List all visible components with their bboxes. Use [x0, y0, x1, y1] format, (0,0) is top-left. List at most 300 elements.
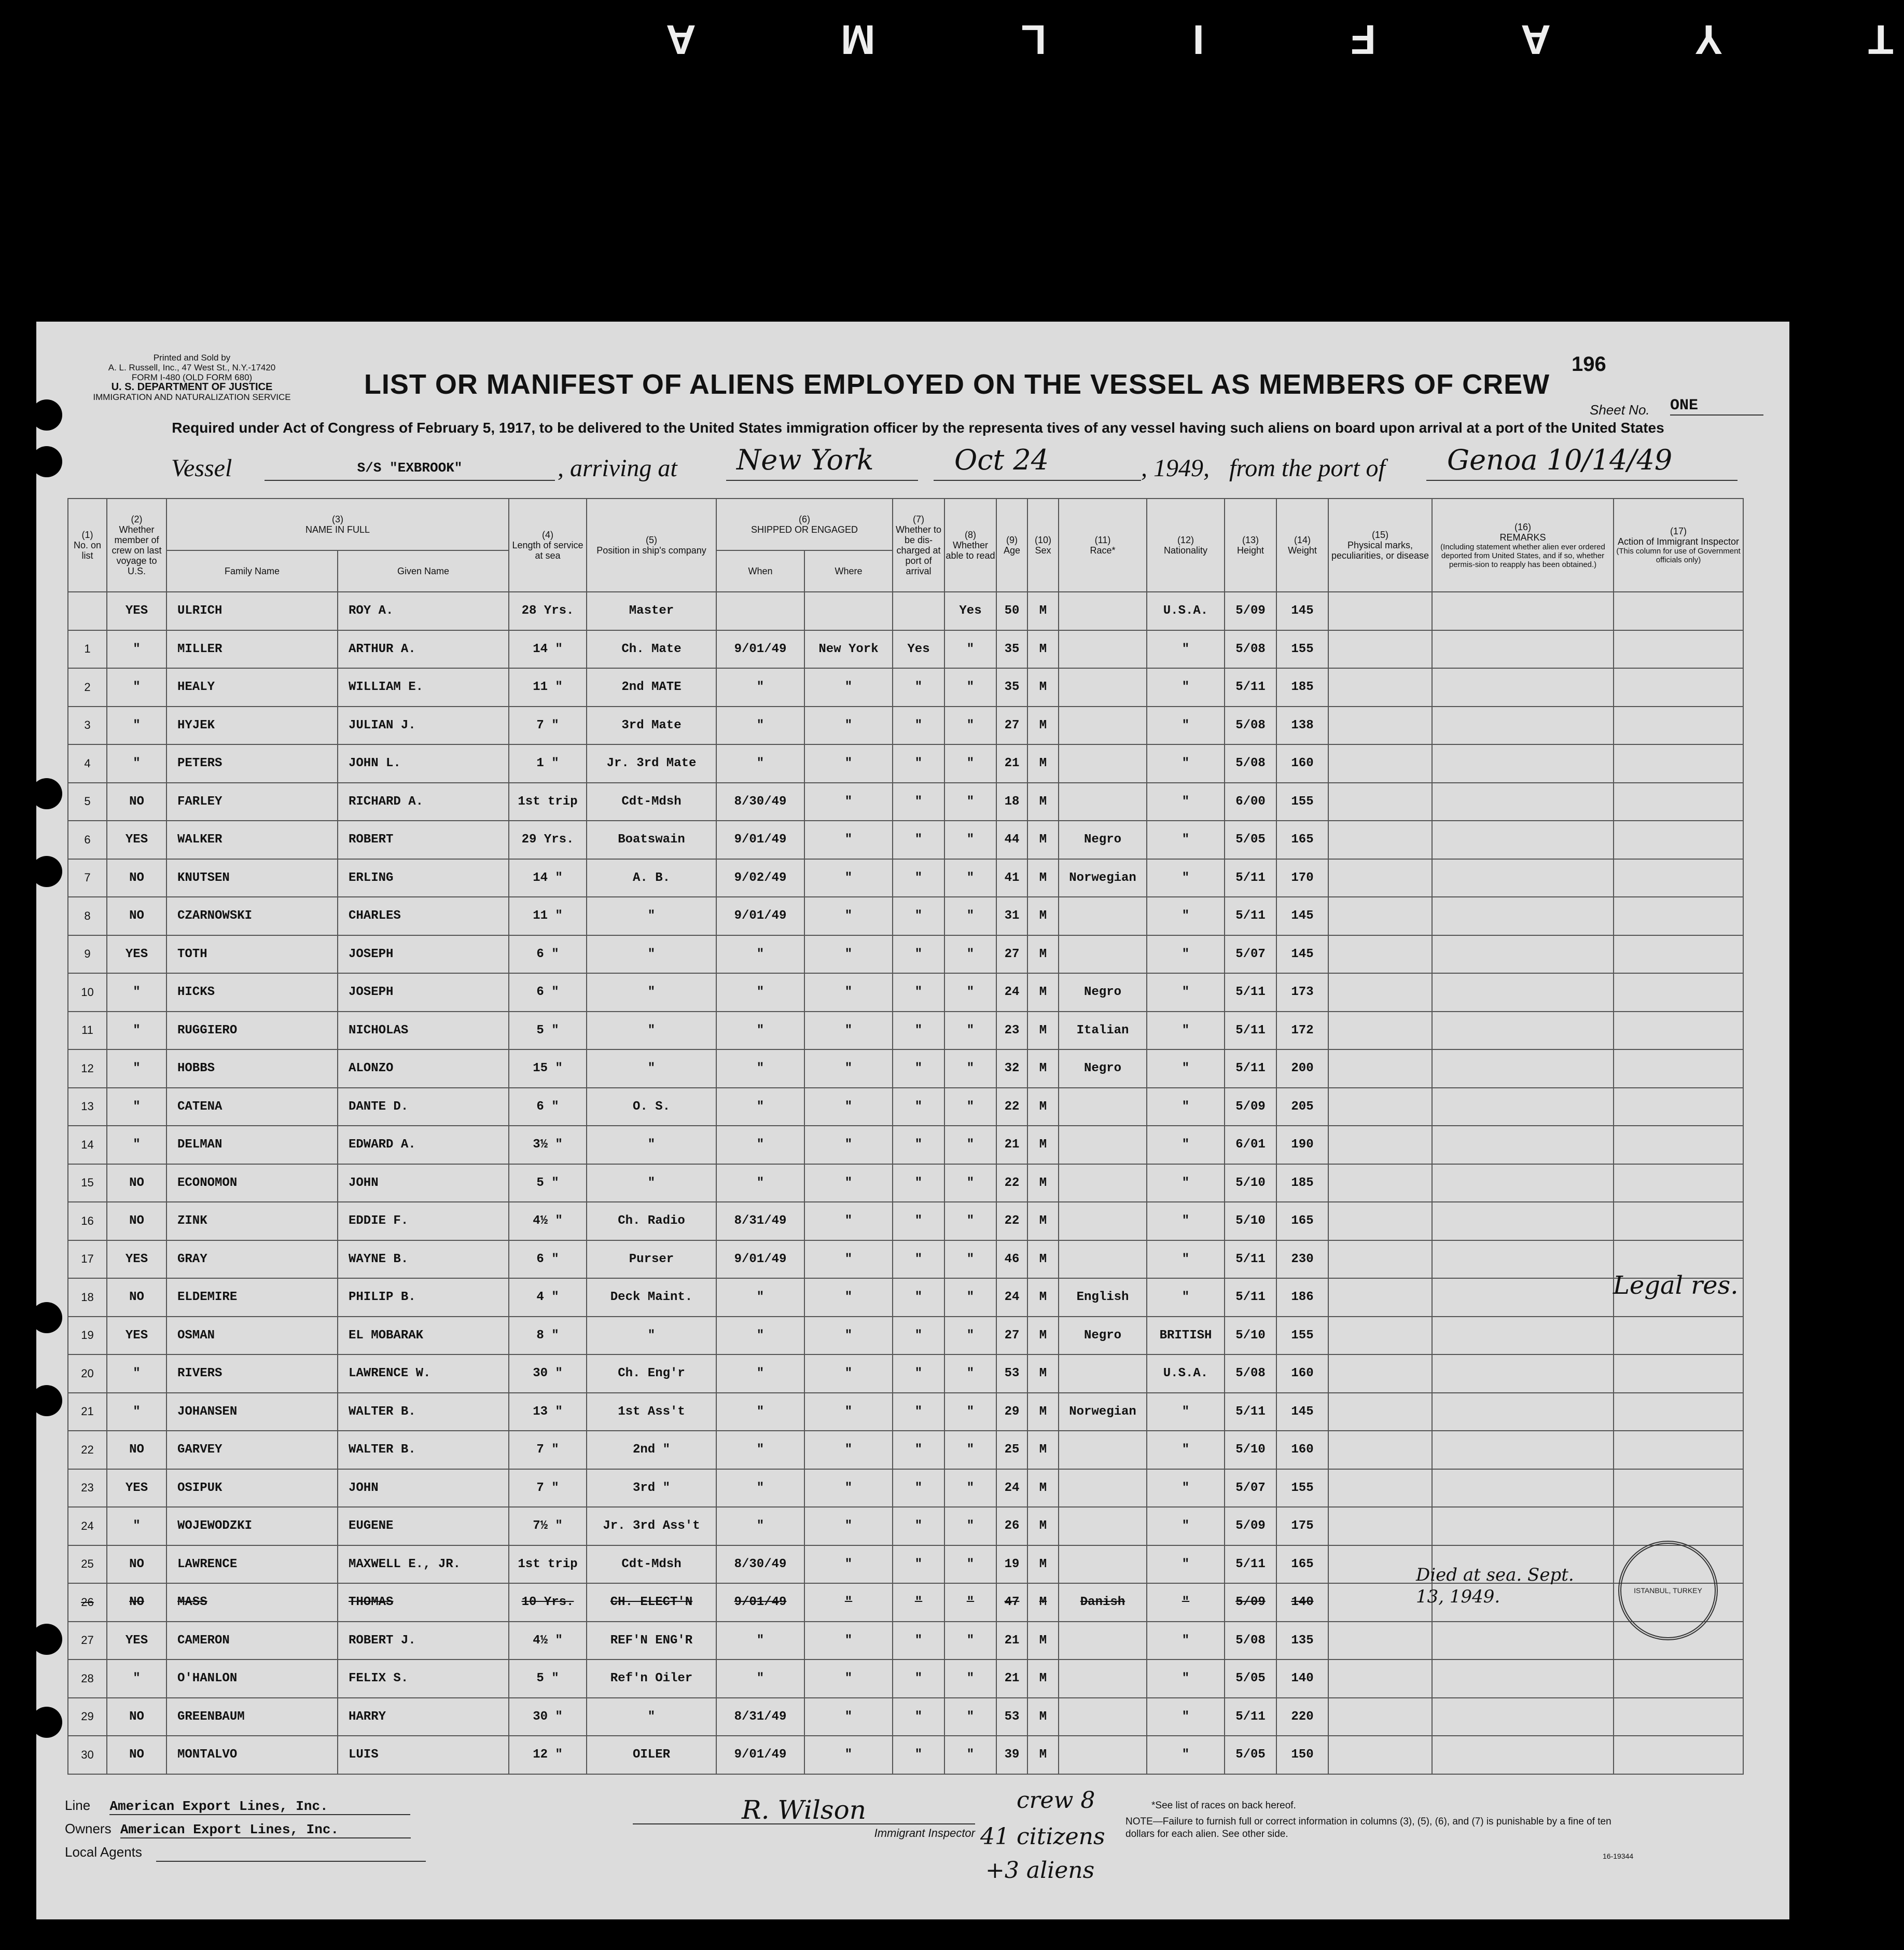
- length-of-service: 4 ": [509, 1278, 587, 1317]
- discharged: ": [893, 1507, 944, 1545]
- discharged: ": [893, 897, 944, 935]
- physical-marks: [1328, 1659, 1432, 1698]
- physical-marks: [1328, 1354, 1432, 1393]
- family-name: CAMERON: [166, 1622, 338, 1660]
- inspector-action: [1614, 1659, 1743, 1698]
- given-name: JULIAN J.: [338, 707, 509, 745]
- shipped-when: 8/31/49: [716, 1698, 804, 1736]
- nationality: ": [1147, 1431, 1225, 1469]
- header-physical-marks: (15) Physical marks, peculiarities, or disease: [1328, 499, 1432, 592]
- given-name: RICHARD A.: [338, 783, 509, 821]
- remarks: [1432, 592, 1614, 630]
- length-of-service: 5 ": [509, 1012, 587, 1050]
- previous-voyage: YES: [107, 821, 166, 859]
- shipped-when: ": [716, 1393, 804, 1431]
- given-name: FELIX S.: [338, 1659, 509, 1698]
- previous-voyage: ": [107, 1088, 166, 1126]
- header-when: When: [716, 550, 804, 592]
- given-name: MAXWELL E., JR.: [338, 1545, 509, 1584]
- physical-marks: [1328, 897, 1432, 935]
- given-name: NICHOLAS: [338, 1012, 509, 1050]
- weight: 160: [1276, 1354, 1328, 1393]
- able-to-read: ": [944, 1469, 996, 1508]
- position: Jr. 3rd Ass't: [587, 1507, 716, 1545]
- remarks: [1432, 1240, 1614, 1279]
- remarks: [1432, 821, 1614, 859]
- table-row: [68, 897, 1743, 935]
- race: Norwegian: [1059, 1393, 1147, 1431]
- row-number: 2: [68, 668, 107, 707]
- row-number: 19: [68, 1317, 107, 1355]
- shipped-where: ": [804, 1469, 893, 1508]
- height: 5/11: [1225, 1240, 1276, 1279]
- remarks: [1432, 1659, 1614, 1698]
- remarks: [1432, 1317, 1614, 1355]
- able-to-read: ": [944, 1202, 996, 1240]
- height: 5/11: [1225, 973, 1276, 1012]
- weight: 145: [1276, 897, 1328, 935]
- age: 21: [996, 744, 1027, 783]
- able-to-read: ": [944, 859, 996, 897]
- sheet-label: Sheet No.: [1590, 402, 1650, 418]
- age: 35: [996, 630, 1027, 669]
- weight: 160: [1276, 744, 1328, 783]
- age: 21: [996, 1622, 1027, 1660]
- position: ": [587, 973, 716, 1012]
- discharged: ": [893, 973, 944, 1012]
- race: [1059, 1659, 1147, 1698]
- weight: 186: [1276, 1278, 1328, 1317]
- footer-owners: [65, 1821, 411, 1838]
- given-name: EDDIE F.: [338, 1202, 509, 1240]
- length-of-service: 5 ": [509, 1164, 587, 1202]
- discharged: ": [893, 1354, 944, 1393]
- shipped-when: ": [716, 744, 804, 783]
- shipped-where: ": [804, 1659, 893, 1698]
- physical-marks: [1328, 630, 1432, 669]
- age: 27: [996, 707, 1027, 745]
- table-row: [68, 973, 1743, 1012]
- race: [1059, 1088, 1147, 1126]
- weight: 185: [1276, 668, 1328, 707]
- height: 5/10: [1225, 1317, 1276, 1355]
- header-inspector-action: (17) Action of Immigrant Inspector (This column for use of Government officials only): [1614, 499, 1743, 592]
- owners-label: Owners: [65, 1821, 112, 1836]
- age: 25: [996, 1431, 1027, 1469]
- inspector-action: [1614, 821, 1743, 859]
- shipped-where: ": [804, 744, 893, 783]
- header-shipped-or-engaged: (6) SHIPPED OR ENGAGED: [716, 499, 893, 550]
- weight: 145: [1276, 1393, 1328, 1431]
- height: 5/08: [1225, 1622, 1276, 1660]
- given-name: EL MOBARAK: [338, 1317, 509, 1355]
- given-name: JOSEPH: [338, 935, 509, 974]
- row-number: 8: [68, 897, 107, 935]
- agents-value: [156, 1845, 426, 1862]
- shipped-where: ": [804, 1240, 893, 1279]
- race: [1059, 935, 1147, 974]
- able-to-read: ": [944, 821, 996, 859]
- shipped-when: 9/01/49: [716, 1240, 804, 1279]
- weight: 155: [1276, 1317, 1328, 1355]
- shipped-where: ": [804, 668, 893, 707]
- race: [1059, 1240, 1147, 1279]
- physical-marks: [1328, 744, 1432, 783]
- row-number: 29: [68, 1698, 107, 1736]
- table-row: [68, 1012, 1743, 1050]
- nationality: U.S.A.: [1147, 1354, 1225, 1393]
- position: 3rd ": [587, 1469, 716, 1508]
- header-weight: (14) Weight: [1276, 499, 1328, 592]
- nationality: ": [1147, 1583, 1225, 1622]
- age: 21: [996, 1126, 1027, 1164]
- header-sex: (10) Sex: [1027, 499, 1059, 592]
- vessel-value: S/S "EXBROOK": [265, 454, 555, 481]
- shipped-when: 9/01/49: [716, 821, 804, 859]
- discharged: ": [893, 1088, 944, 1126]
- nationality: ": [1147, 897, 1225, 935]
- sex: M: [1027, 859, 1059, 897]
- punch-hole: [31, 1385, 62, 1416]
- table-row: [68, 1278, 1743, 1317]
- physical-marks: [1328, 1202, 1432, 1240]
- position: REF'N ENG'R: [587, 1622, 716, 1660]
- remarks: [1432, 1469, 1614, 1508]
- previous-voyage: NO: [107, 1736, 166, 1774]
- arriving-value: New York: [736, 444, 874, 476]
- table-row: [68, 1469, 1743, 1508]
- family-name: RIVERS: [166, 1354, 338, 1393]
- nationality: ": [1147, 1049, 1225, 1088]
- position: ": [587, 897, 716, 935]
- inspector-action: [1614, 783, 1743, 821]
- shipped-where: ": [804, 935, 893, 974]
- form-code: 16-19344: [1603, 1852, 1634, 1860]
- given-name: WALTER B.: [338, 1431, 509, 1469]
- physical-marks: [1328, 592, 1432, 630]
- previous-voyage: NO: [107, 1431, 166, 1469]
- remarks: [1432, 630, 1614, 669]
- header-given-name: Given Name: [338, 550, 509, 592]
- length-of-service: 5 ": [509, 1659, 587, 1698]
- discharged: ": [893, 1240, 944, 1279]
- previous-voyage: YES: [107, 1469, 166, 1508]
- vessel-label: Vessel: [171, 454, 232, 482]
- height: 5/11: [1225, 1278, 1276, 1317]
- length-of-service: 12 ": [509, 1736, 587, 1774]
- punch-hole: [31, 446, 62, 477]
- length-of-service: 4½ ": [509, 1202, 587, 1240]
- header-age: (9) Age: [996, 499, 1027, 592]
- sex: M: [1027, 1049, 1059, 1088]
- height: 5/09: [1225, 592, 1276, 630]
- row-number: 30: [68, 1736, 107, 1774]
- age: 21: [996, 1659, 1027, 1698]
- printer-line: IMMIGRATION AND NATURALIZATION SERVICE: [93, 392, 291, 402]
- discharged: ": [893, 1317, 944, 1355]
- footer-line: [65, 1797, 410, 1815]
- discharged: ": [893, 744, 944, 783]
- inspector-action: [1614, 897, 1743, 935]
- discharged: ": [893, 783, 944, 821]
- sex: M: [1027, 1202, 1059, 1240]
- age: 53: [996, 1354, 1027, 1393]
- inspector-action: [1614, 1507, 1743, 1545]
- position: ": [587, 1317, 716, 1355]
- weight: 220: [1276, 1698, 1328, 1736]
- header-race: (11) Race*: [1059, 499, 1147, 592]
- previous-voyage: ": [107, 1507, 166, 1545]
- footer-agents: [65, 1844, 426, 1862]
- given-name: HARRY: [338, 1698, 509, 1736]
- length-of-service: 1st trip: [509, 783, 587, 821]
- height: 5/11: [1225, 859, 1276, 897]
- sex: M: [1027, 1583, 1059, 1622]
- able-to-read: ": [944, 1545, 996, 1584]
- table-row: [68, 707, 1743, 745]
- shipped-when: 9/01/49: [716, 1583, 804, 1622]
- header-name-in-full: (3) NAME IN FULL: [166, 499, 509, 550]
- shipped-when: [716, 592, 804, 630]
- physical-marks: [1328, 821, 1432, 859]
- previous-voyage: YES: [107, 1622, 166, 1660]
- weight: 190: [1276, 1126, 1328, 1164]
- legal-residence-note: Legal res.: [1613, 1271, 1739, 1300]
- shipped-when: ": [716, 1431, 804, 1469]
- nationality: ": [1147, 1622, 1225, 1660]
- shipped-when: 8/31/49: [716, 1202, 804, 1240]
- family-name: MILLER: [166, 630, 338, 669]
- previous-voyage: ": [107, 744, 166, 783]
- nationality: ": [1147, 1659, 1225, 1698]
- header-family-name: Family Name: [166, 550, 338, 592]
- given-name: EUGENE: [338, 1507, 509, 1545]
- shipped-where: ": [804, 783, 893, 821]
- position: Master: [587, 592, 716, 630]
- race: [1059, 1469, 1147, 1508]
- discharged: ": [893, 1736, 944, 1774]
- sex: M: [1027, 821, 1059, 859]
- age: 19: [996, 1545, 1027, 1584]
- height: 5/11: [1225, 897, 1276, 935]
- row-number: 12: [68, 1049, 107, 1088]
- discharged: ": [893, 821, 944, 859]
- length-of-service: 6 ": [509, 973, 587, 1012]
- length-of-service: 11 ": [509, 668, 587, 707]
- previous-voyage: ": [107, 630, 166, 669]
- given-name: CHARLES: [338, 897, 509, 935]
- shipped-where: ": [804, 1507, 893, 1545]
- length-of-service: 7 ": [509, 1469, 587, 1508]
- discharged: ": [893, 1278, 944, 1317]
- shipped-where: ": [804, 1583, 893, 1622]
- table-row: [68, 821, 1743, 859]
- able-to-read: ": [944, 744, 996, 783]
- row-number: 16: [68, 1202, 107, 1240]
- nationality: ": [1147, 973, 1225, 1012]
- weight: 155: [1276, 630, 1328, 669]
- inspector-action: [1614, 1431, 1743, 1469]
- nationality: BRITISH: [1147, 1317, 1225, 1355]
- family-name: ZINK: [166, 1202, 338, 1240]
- weight: 205: [1276, 1088, 1328, 1126]
- previous-voyage: ": [107, 1049, 166, 1088]
- height: 5/10: [1225, 1431, 1276, 1469]
- sex: M: [1027, 1012, 1059, 1050]
- given-name: WALTER B.: [338, 1393, 509, 1431]
- position: O. S.: [587, 1088, 716, 1126]
- position: Purser: [587, 1240, 716, 1279]
- able-to-read: ": [944, 1431, 996, 1469]
- family-name: GREENBAUM: [166, 1698, 338, 1736]
- weight: 145: [1276, 935, 1328, 974]
- family-name: ELDEMIRE: [166, 1278, 338, 1317]
- table-row: [68, 1126, 1743, 1164]
- family-name: GARVEY: [166, 1431, 338, 1469]
- page-title: LIST OR MANIFEST OF ALIENS EMPLOYED ON THE VESSEL AS MEMBERS OF CREW: [364, 369, 1550, 400]
- family-name: CATENA: [166, 1088, 338, 1126]
- shipped-where: ": [804, 1202, 893, 1240]
- position: 3rd Mate: [587, 707, 716, 745]
- shipped-when: ": [716, 1507, 804, 1545]
- age: 24: [996, 1278, 1027, 1317]
- inspector-action: [1614, 1012, 1743, 1050]
- row-number: 7: [68, 859, 107, 897]
- able-to-read: ": [944, 1049, 996, 1088]
- discharged: ": [893, 1698, 944, 1736]
- shipped-where: ": [804, 1354, 893, 1393]
- shipped-when: 8/30/49: [716, 783, 804, 821]
- race: [1059, 744, 1147, 783]
- row-number: 22: [68, 1431, 107, 1469]
- nationality: ": [1147, 1278, 1225, 1317]
- shipped-when: ": [716, 1278, 804, 1317]
- header-previous-voyage: (2) Whether member of crew on last voyage to U.S.: [107, 499, 166, 592]
- row-number: 9: [68, 935, 107, 974]
- weight: 155: [1276, 783, 1328, 821]
- height: 5/05: [1225, 821, 1276, 859]
- shipped-when: 9/01/49: [716, 630, 804, 669]
- race: Negro: [1059, 821, 1147, 859]
- discharged: ": [893, 1545, 944, 1584]
- given-name: ROY A.: [338, 592, 509, 630]
- nationality: ": [1147, 783, 1225, 821]
- date-value: Oct 24: [954, 444, 1049, 476]
- shipped-where: ": [804, 1431, 893, 1469]
- shipped-when: ": [716, 1622, 804, 1660]
- inspector-action: [1614, 1126, 1743, 1164]
- punch-hole: [31, 778, 62, 809]
- position: Jr. 3rd Mate: [587, 744, 716, 783]
- race: [1059, 1354, 1147, 1393]
- position: ": [587, 1049, 716, 1088]
- shipped-where: ": [804, 1317, 893, 1355]
- length-of-service: 7 ": [509, 1431, 587, 1469]
- remarks: [1432, 1126, 1614, 1164]
- physical-marks: [1328, 1278, 1432, 1317]
- shipped-where: ": [804, 1278, 893, 1317]
- punch-hole: [31, 399, 62, 431]
- shipped-where: ": [804, 1049, 893, 1088]
- consular-seal: ISTANBUL, TURKEY: [1618, 1541, 1718, 1640]
- weight: 135: [1276, 1622, 1328, 1660]
- remarks: [1432, 1164, 1614, 1202]
- table-row: [68, 1698, 1743, 1736]
- sex: M: [1027, 1545, 1059, 1584]
- race: Danish: [1059, 1583, 1147, 1622]
- port-value: Genoa 10/14/49: [1447, 444, 1673, 476]
- position: ": [587, 1698, 716, 1736]
- length-of-service: 7½ ": [509, 1507, 587, 1545]
- remarks: [1432, 973, 1614, 1012]
- height: 5/11: [1225, 1012, 1276, 1050]
- able-to-read: ": [944, 1507, 996, 1545]
- shipped-when: ": [716, 1317, 804, 1355]
- weight: 140: [1276, 1583, 1328, 1622]
- sex: M: [1027, 1469, 1059, 1508]
- position: 1st Ass't: [587, 1393, 716, 1431]
- able-to-read: ": [944, 630, 996, 669]
- weight: 160: [1276, 1431, 1328, 1469]
- row-number: 1: [68, 630, 107, 669]
- age: 50: [996, 592, 1027, 630]
- table-row: [68, 935, 1743, 974]
- remarks: [1432, 1393, 1614, 1431]
- discharged: ": [893, 935, 944, 974]
- family-name: CZARNOWSKI: [166, 897, 338, 935]
- able-to-read: ": [944, 1622, 996, 1660]
- nationality: ": [1147, 1698, 1225, 1736]
- table-row: [68, 1088, 1743, 1126]
- header-no-on-list: (1) No. on list: [68, 499, 107, 592]
- discharged: ": [893, 1012, 944, 1050]
- shipped-where: ": [804, 1393, 893, 1431]
- remarks: [1432, 1698, 1614, 1736]
- race: [1059, 707, 1147, 745]
- height: 5/10: [1225, 1164, 1276, 1202]
- physical-marks: [1328, 1317, 1432, 1355]
- age: 24: [996, 973, 1027, 1012]
- shipped-where: ": [804, 1622, 893, 1660]
- weight: 165: [1276, 821, 1328, 859]
- year-value: , 1949,: [1141, 454, 1210, 482]
- given-name: ARTHUR A.: [338, 630, 509, 669]
- printer-line: FORM I-480 (OLD FORM 680): [131, 372, 253, 382]
- weight: 175: [1276, 1507, 1328, 1545]
- row-number: 21: [68, 1393, 107, 1431]
- tally-citizens: 41 citizens: [980, 1823, 1105, 1850]
- race: [1059, 897, 1147, 935]
- length-of-service: 30 ": [509, 1354, 587, 1393]
- position: ": [587, 1164, 716, 1202]
- race: Negro: [1059, 973, 1147, 1012]
- sex: M: [1027, 897, 1059, 935]
- table-row: [68, 1659, 1743, 1698]
- shipped-where: ": [804, 973, 893, 1012]
- length-of-service: 10 Yrs.: [509, 1583, 587, 1622]
- sex: M: [1027, 707, 1059, 745]
- given-name: LAWRENCE W.: [338, 1354, 509, 1393]
- family-name: HICKS: [166, 973, 338, 1012]
- age: 47: [996, 1583, 1027, 1622]
- shipped-where: ": [804, 1545, 893, 1584]
- able-to-read: Yes: [944, 592, 996, 630]
- nationality: ": [1147, 1507, 1225, 1545]
- header-where: Where: [804, 550, 893, 592]
- discharged: ": [893, 707, 944, 745]
- given-name: ROBERT: [338, 821, 509, 859]
- nationality: ": [1147, 935, 1225, 974]
